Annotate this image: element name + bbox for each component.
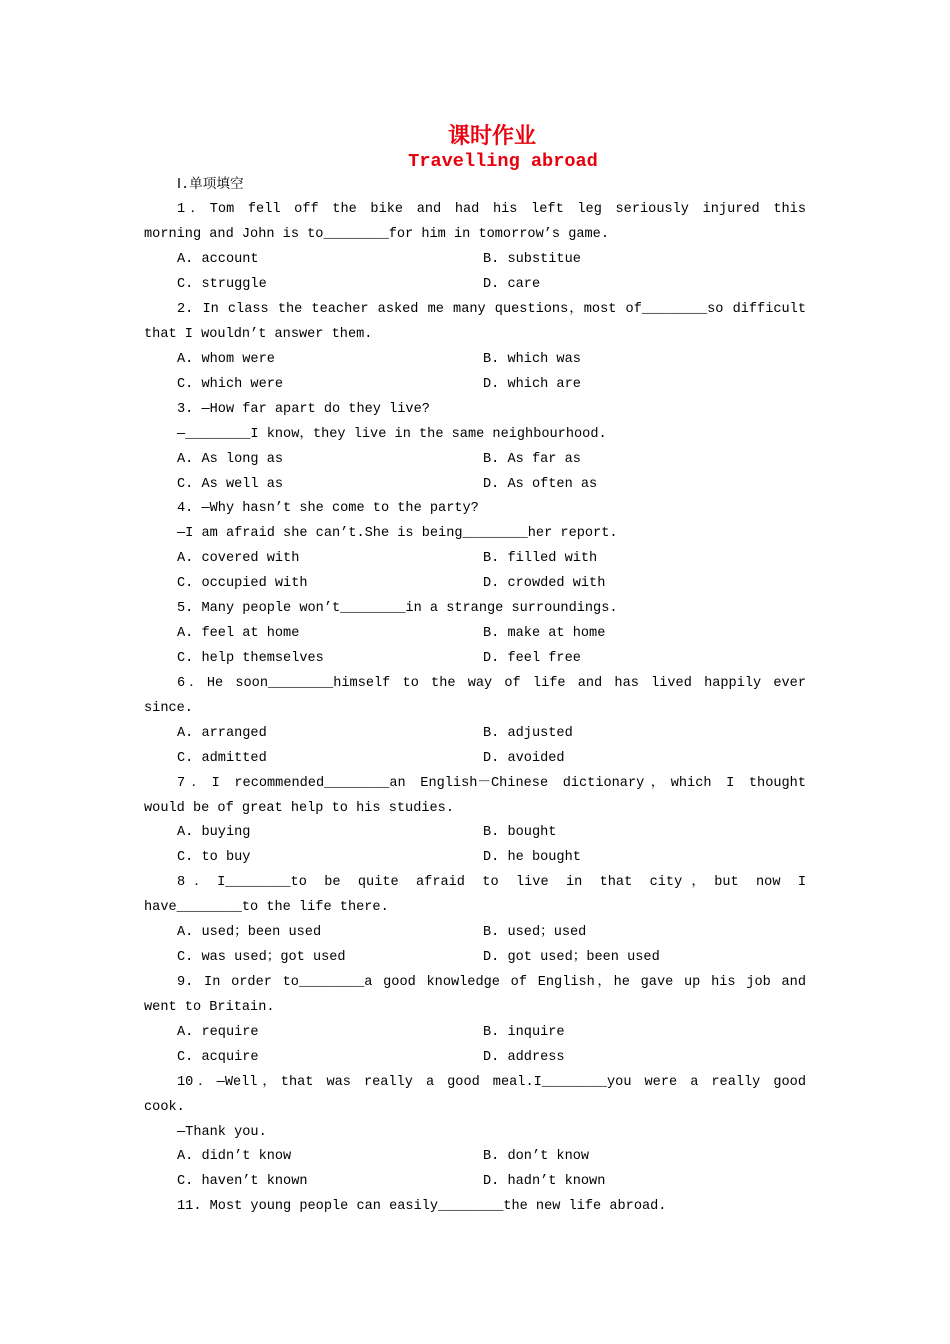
option-a: A. require	[177, 1024, 259, 1040]
option-row	[144, 572, 806, 597]
page-title: 课时作业	[447, 124, 536, 149]
question-stem-line: 10．—Well，that was really a good meal.I________you were a really good	[177, 1074, 806, 1090]
question-stem-line: morning and John is to________for him in tomorrow’s game.	[144, 227, 609, 243]
option-c: C. was used；got used	[177, 950, 346, 966]
option-c: C. struggle	[177, 277, 267, 293]
option-c: C. to buy	[177, 850, 251, 866]
question-stem-line: 5. Many people won’t________in a strange surroundings.	[177, 601, 618, 617]
question-stem-line: 8．I________to be quite afraid to live in that city，but now I	[177, 875, 806, 891]
option-a: A. covered with	[177, 551, 300, 567]
option-row	[144, 348, 806, 373]
question-stem-line: 4. —Why hasn’t she come to the party?	[177, 501, 479, 517]
option-row	[144, 1170, 806, 1195]
option-row	[144, 373, 806, 398]
option-a: A. feel at home	[177, 626, 300, 642]
question-stem-line: 1．Tom fell off the bike and had his left leg seriously injured this	[177, 202, 806, 218]
question-stem-line: —Thank you.	[177, 1124, 267, 1140]
option-b: B. adjusted	[483, 725, 573, 741]
question-stem-line: 3. —How far apart do they live?	[177, 401, 430, 417]
option-c: C. admitted	[177, 750, 267, 766]
option-c: C. As well as	[177, 476, 284, 492]
question-stem-line: 7．I recommended________an English－Chinese dictionary，which I thought	[177, 775, 806, 791]
option-c: C. acquire	[177, 1049, 259, 1065]
question-stem-line: —I am afraid she can’t.She is being________her report.	[177, 526, 618, 542]
option-row	[144, 547, 806, 572]
option-row	[144, 1046, 806, 1071]
option-row	[144, 821, 806, 846]
option-c: C. occupied with	[177, 576, 308, 592]
option-row	[144, 722, 806, 747]
question-5	[144, 597, 806, 672]
question-9	[144, 971, 806, 1071]
question-stem-line: 6．He soon________himself to the way of life and has lived happily ever	[177, 675, 806, 691]
option-d: D. which are	[483, 376, 581, 392]
option-a: A. didn’t know	[177, 1149, 292, 1165]
option-a: A. As long as	[177, 451, 284, 467]
option-row	[144, 921, 806, 946]
question-1	[144, 198, 806, 298]
option-b: B. As far as	[483, 451, 581, 467]
question-stem-line: have________to the life there.	[144, 900, 389, 916]
question-stem-line: 11. Most young people can easily________the new life abroad.	[177, 1199, 667, 1215]
option-c: C. which were	[177, 376, 284, 392]
question-11	[144, 1195, 806, 1220]
option-row	[144, 273, 806, 298]
question-stem-line: 9. In order to________a good knowledge of English，he gave up his job and	[177, 975, 806, 990]
option-row	[144, 473, 806, 498]
option-d: D. address	[483, 1049, 565, 1065]
option-b: B. used；used	[483, 925, 587, 941]
question-6	[144, 672, 806, 772]
option-b: B. substitue	[483, 252, 581, 268]
option-row	[144, 622, 806, 647]
option-d: D. As often as	[483, 476, 598, 492]
question-8	[144, 871, 806, 971]
option-row	[144, 1145, 806, 1170]
option-row	[144, 946, 806, 971]
option-b: B. inquire	[483, 1024, 565, 1040]
option-a: A. buying	[177, 825, 251, 841]
option-row	[144, 846, 806, 871]
question-7	[144, 772, 806, 872]
question-stem-line: 2. In class the teacher asked me many questions，most of________so difficult	[177, 302, 806, 318]
question-stem-line: since.	[144, 700, 193, 716]
option-a: A. used；been used	[177, 925, 322, 941]
option-b: B. which was	[483, 351, 581, 367]
question-4	[144, 497, 806, 597]
option-a: A. whom were	[177, 351, 275, 367]
option-a: A. account	[177, 252, 259, 268]
option-row	[144, 1021, 806, 1046]
question-stem-line: would be of great help to his studies.	[144, 800, 454, 816]
option-row	[144, 248, 806, 273]
option-b: B. bought	[483, 825, 557, 841]
option-d: D. he bought	[483, 850, 581, 866]
question-stem-line: went to Britain.	[144, 999, 275, 1015]
option-d: D. care	[483, 277, 541, 293]
option-a: A. arranged	[177, 725, 267, 741]
question-3	[144, 398, 806, 498]
option-d: D. crowded with	[483, 576, 606, 592]
question-stem-line: that I wouldn’t answer them.	[144, 327, 373, 343]
question-10	[144, 1071, 806, 1196]
option-c: C. help themselves	[177, 651, 324, 667]
option-row	[144, 448, 806, 473]
option-d: D. got used；been used	[483, 950, 660, 966]
option-row	[144, 647, 806, 672]
section-heading: Ⅰ.单项填空	[177, 177, 244, 193]
option-d: D. avoided	[483, 750, 565, 766]
option-d: D. hadn’t known	[483, 1174, 606, 1190]
option-b: B. filled with	[483, 551, 598, 567]
page-subtitle: Travelling abroad	[408, 151, 598, 172]
option-d: D. feel free	[483, 651, 581, 667]
question-stem-line: cook.	[144, 1099, 185, 1115]
option-c: C. haven’t known	[177, 1174, 308, 1190]
exercise-body	[144, 174, 806, 1221]
option-row	[144, 747, 806, 772]
question-2	[144, 298, 806, 398]
question-stem-line: —________I know，they live in the same neighbourhood.	[177, 426, 607, 442]
option-b: B. don’t know	[483, 1149, 590, 1165]
option-b: B. make at home	[483, 626, 606, 642]
